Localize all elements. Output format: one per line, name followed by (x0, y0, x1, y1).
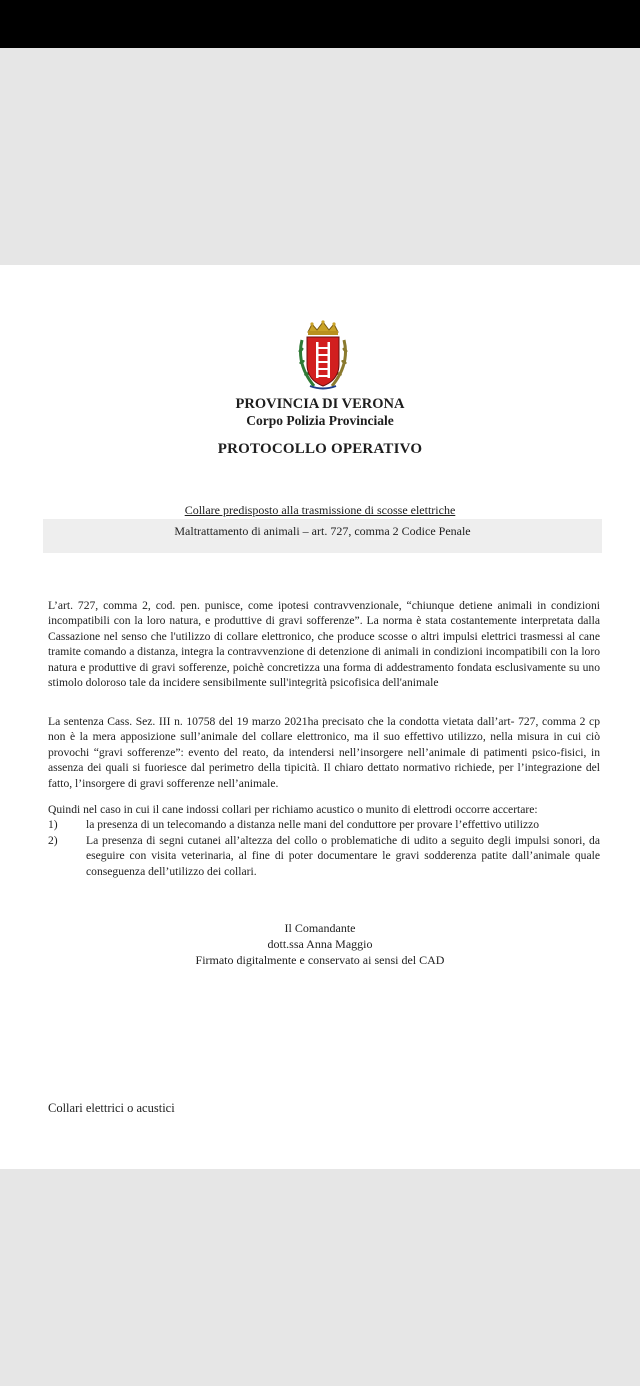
list-item (48, 817, 600, 832)
list-item-number: 2) (48, 833, 58, 847)
provincia-crest-icon (294, 320, 352, 392)
paragraph-2: La sentenza Cass. Sez. III n. 10758 del 19 marzo 2021ha precisato che la condotta vietata dall’art- 727, comma 2 cp non è la mera apposizione sull’animale del collare elettronico, ma il suo effettivo utilizzo, nella misura in cui ciò provochi “gravi sofferenze”: evento del reato, da intendersi nell’insorgere nell’animale di patimenti psico-fisici, in assenza dei quali si fuoriesce dal perimetro della tipicità. Il chiaro dettato normativo richiede, per l’integrazione del fatto, l’insorgere di gravi sofferenze nell’animale. (48, 715, 600, 790)
paragraph-3 (48, 802, 600, 879)
list-item (48, 833, 600, 879)
signature-note: Firmato digitalmente e conservato ai sensi del CAD (195, 953, 445, 967)
list-item-text: la presenza di un telecomando a distanza nelle mani del conduttore per provare l’effettivo utilizzo (86, 818, 540, 832)
document-page (0, 265, 640, 1169)
signature-role: Il Comandante (284, 921, 356, 935)
list-item-number: 1) (48, 818, 58, 832)
paragraph-1: L’art. 727, comma 2, cod. pen. punisce, come ipotesi contravvenzionale, “chiunque detiene animali in condizioni incompatibili con la loro natura, e produttive di gravi sofferenze”. La norma è stata costantemente interpretata dalla Cassazione nel senso che l'utilizzo di collare elettronico, che produce scosse o altri impulsi elettrici trasmessi al cane tramite comando a distanza, integra la contravvenzione di detenzione di animali in condizioni incompatibili con la loro natura e produttive di gravi sofferenze, poichè concretizza una forma di addestramento fondata esclusivamente su uno stimolo doloroso tale da incidere sensibilmente sull'integrità psicofisica dell'animale (48, 599, 600, 690)
organization-department: Corpo Polizia Provinciale (246, 413, 394, 428)
document-type-title: PROTOCOLLO OPERATIVO (217, 441, 423, 457)
footer-caption: Collari elettrici o acustici (48, 1101, 175, 1115)
list-item-text: La presenza di segni cutanei all’altezza del collo o problematiche di udito a seguito degli impulsi sonori, da eseguire con visita veterinaria, al fine di poter documentare le gravi sodderenza patite dall’animale quale conseguenza dell’utilizzo dei collari. (86, 833, 600, 878)
subject-subtitle: Maltrattamento di animali – art. 727, comma 2 Codice Penale (174, 524, 471, 538)
status-bar (0, 0, 640, 48)
organization-name: PROVINCIA DI VERONA (235, 396, 405, 412)
subject-title: Collare predisposto alla trasmissione di scosse elettriche (184, 503, 456, 517)
subject-subtitle-band (43, 519, 602, 553)
paragraph-3-intro: Quindi nel caso in cui il cane indossi collari per richiamo acustico o munito di elettrodi occorre accertare: (48, 803, 538, 816)
signature-name: dott.ssa Anna Maggio (267, 937, 373, 951)
